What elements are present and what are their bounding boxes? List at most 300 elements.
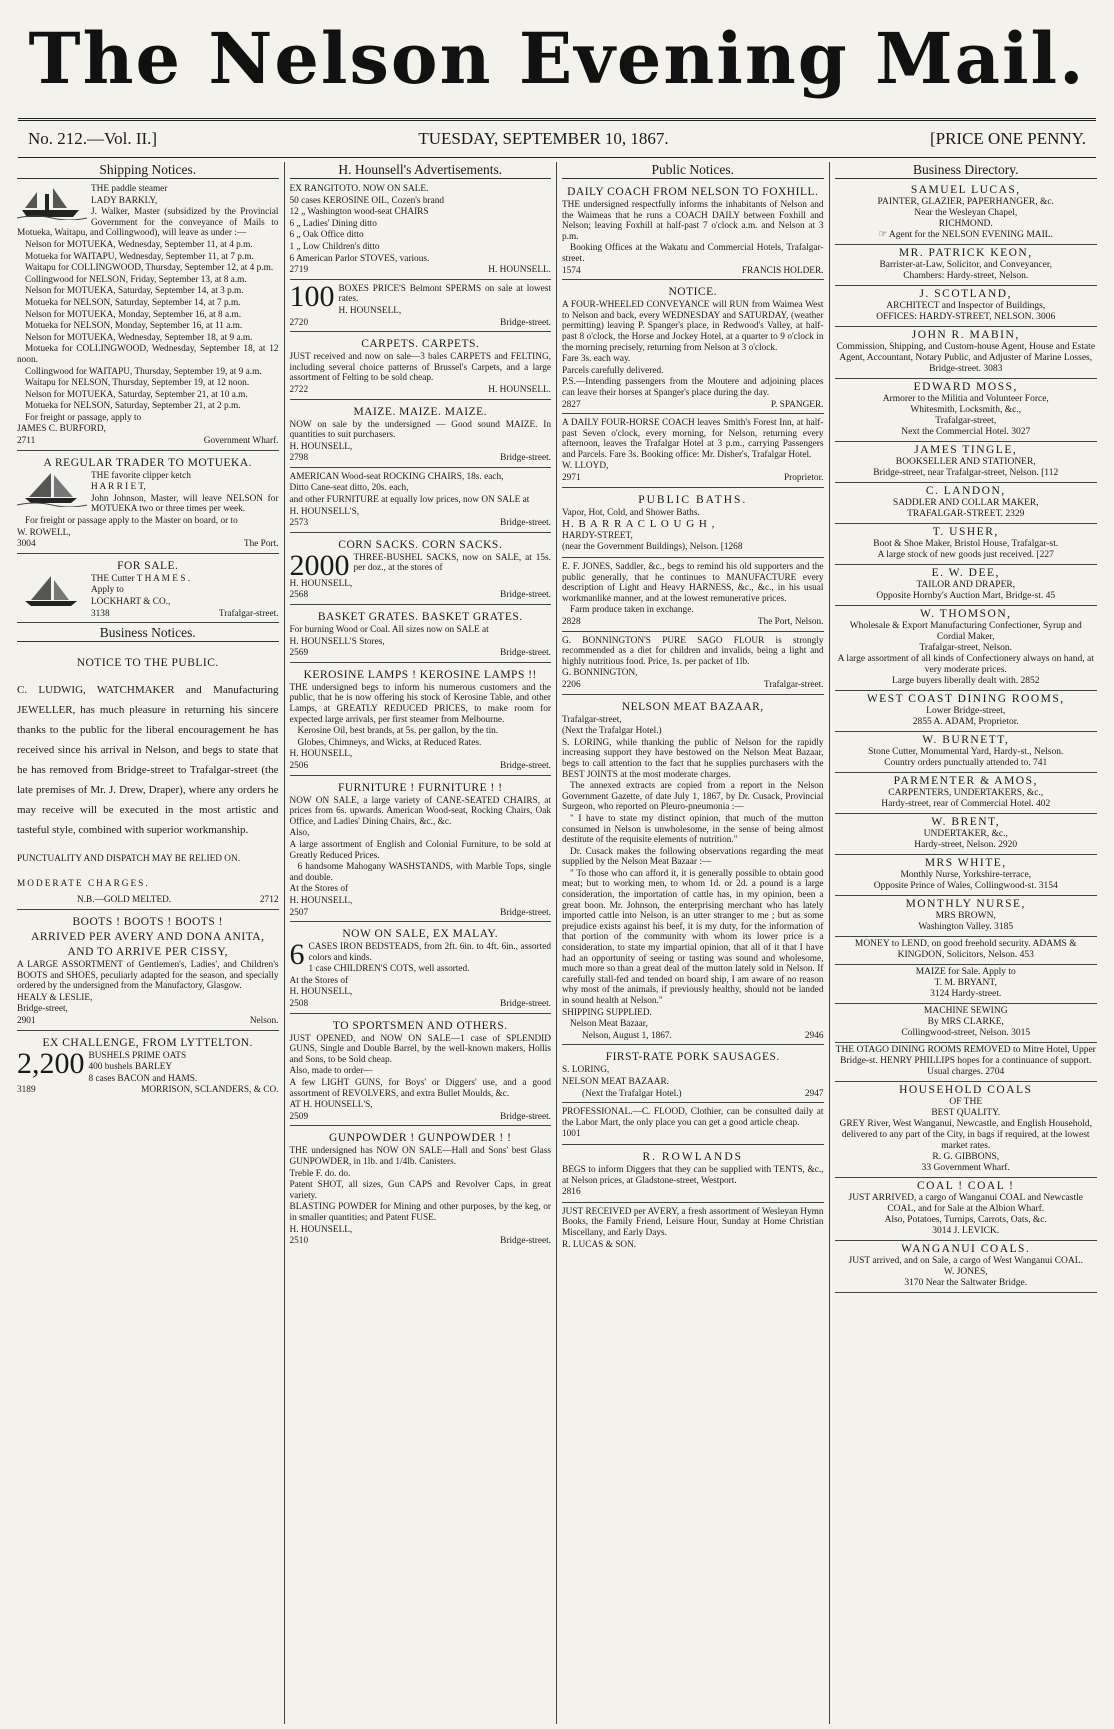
ad-heading: TO SPORTSMEN AND OTHERS.: [332, 1019, 508, 1032]
ad-signature: AT H. HOUNSELL'S,: [289, 1100, 373, 1111]
directory-entry-line: Next the Commercial Hotel. 3027: [901, 427, 1031, 437]
ad-number: 2971: [562, 473, 581, 484]
ad-number: 1574: [562, 265, 581, 276]
ad-text: NOW ON SALE, a large variety of CANE-SEATED CHAIRS, at prices from 6s. upwards. American Wood-seat, Rocking Chairs, Oak Office, and Ladies' Dining Chairs, &c., &c.: [289, 795, 551, 827]
ad-text: For freight or passage apply to the Master on board, or to: [25, 516, 238, 527]
ad-address: The Port.: [243, 539, 279, 550]
ad-lyttelton: [17, 1033, 279, 1099]
directory-entry-line: MONEY to LEND, on good freehold security. ADAMS & KINGDON, Solicitors, Nelson. 453: [854, 939, 1077, 960]
directory-entry-line: Whitesmith, Locksmith, &c.,: [910, 405, 1022, 415]
ad-rangitoto: [290, 182, 552, 280]
ad-number: 2719: [289, 265, 309, 276]
schedule-line: Nelson for MOTUEKA, Wednesday, September 18, at 9 a.m.: [25, 332, 253, 343]
directory-entry-line: 2855 A. ADAM, Proprietor.: [912, 717, 1019, 727]
ad-address: Bridge-street.: [500, 453, 551, 464]
ship-name: LADY BARKLY,: [91, 195, 158, 206]
ship-name: H A R R I E T,: [91, 482, 146, 493]
directory-entry-line: ARCHITECT and Inspector of Buildings,: [886, 301, 1046, 311]
ad-text: Booking Offices at the Wakatu and Commercial Hotels, Trafalgar-street.: [562, 243, 824, 264]
directory-entry: [835, 732, 1098, 773]
directory-entry-line: Large buyers liberally dealt with. 2852: [891, 676, 1040, 686]
directory-entry-line: Near the Wesleyan Chapel,: [914, 208, 1018, 218]
directory-entry-name: WEST COAST DINING ROOMS,: [866, 693, 1065, 705]
ad-heading: EX RANGITOTO. NOW ON SALE.: [289, 184, 429, 194]
ad-text: Treble F. do. do.: [289, 1168, 351, 1179]
schedule-line: Nelson for MOTUEKA, Saturday, September 21, at 10 a.m.: [25, 389, 248, 400]
section-heading: Shipping Notices.: [17, 162, 279, 179]
ad-signature: W. LLOYD,: [562, 461, 609, 472]
directory-entry-line: JUST ARRIVED, a cargo of Wanganui COAL and Newcastle COAL, and for Sale at the Albion Wharf.: [848, 1193, 1083, 1214]
ad-number: 2506: [289, 760, 309, 771]
ad-text: THREE-BUSHEL SACKS, now on SALE, at 15s. per doz., at the stores of: [353, 552, 551, 574]
ad-text: 400 bushels BARLEY: [88, 1062, 173, 1073]
ad-text: Farm produce taken in exchange.: [570, 605, 694, 616]
ad-text: PROFESSIONAL.—C. FLOOD, Clothier, can be consulted daily at the Labor Mart, the only place you can get a good article cheap.: [562, 1107, 824, 1128]
column-1: [12, 162, 285, 1724]
directory-entry-line: Chambers: Hardy-street, Nelson.: [903, 271, 1029, 281]
directory-entry-name: MONTHLY NURSE,: [905, 898, 1026, 910]
ad-number: 2720: [289, 317, 309, 328]
ad-text: At the Stores of: [289, 884, 349, 895]
ad-number: 3189: [17, 1085, 36, 1096]
directory-entry-line: THE OTAGO DINING ROOMS REMOVED to Mitre Hotel, Upper Bridge-st. HENRY PHILLIPS hopes for a continuance of support. Usual charges. 2704: [835, 1045, 1096, 1077]
ad-text: JUST received and now on sale—3 bales CARPETS and FELTING, including several choice patterns of Brussel's Carpets, and a large assortment of Felting to be sold cheap.: [289, 352, 551, 384]
directory-entry-line: R. G. GIBBONS,: [932, 1152, 1000, 1162]
directory-entry-name: W. THOMSON,: [919, 608, 1012, 620]
ad-text: E. F. JONES, Saddler, &c., begs to remind his old supporters and the public generally, that he continues to MANUFACTURE every description of Light and Heavy HARNESS, &c., &c., in his usual workmanlike manner, and at the lowest remunerative prices.: [562, 562, 824, 604]
ad-number: 2828: [562, 617, 581, 627]
ad-daily-coach: [562, 182, 824, 280]
directory-entry-name: COAL ! COAL !: [916, 1180, 1015, 1192]
ad-text: P.S.—Intending passengers from the Moutere and adjoining places can leave their horses at Spanger's place during the day.: [562, 377, 824, 398]
directory-entry-line: 3124 Hardy-street.: [930, 989, 1002, 999]
ad-address: Bridge-street.: [500, 999, 551, 1010]
ad-heading: GUNPOWDER ! GUNPOWDER ! !: [329, 1132, 512, 1145]
ad-heading: NOTICE.: [668, 286, 718, 299]
directory-entry: [835, 1241, 1098, 1293]
ad-four-horse-coach: [562, 416, 824, 488]
directory-entry-line: A large stock of new goods just received. [227: [877, 550, 1054, 560]
directory-entry: [835, 855, 1098, 896]
ad-gunpowder: [290, 1128, 552, 1249]
ad-heading: PUBLIC BATHS.: [638, 493, 748, 506]
cutter-icon: [17, 574, 87, 610]
ad-carpets: [290, 334, 552, 399]
directory-entry: [835, 524, 1098, 565]
directory-entry-line: BEST QUALITY.: [931, 1108, 1001, 1118]
ad-text: 8 cases BACON and HAMS.: [88, 1073, 198, 1084]
directory-entry: [835, 286, 1098, 327]
ad-big-number: 2000: [289, 548, 350, 582]
ad-text: Parcels carefully delivered.: [562, 365, 664, 376]
schedule-line: Motueka for NELSON, Monday, September 16, at 11 a.m.: [25, 321, 243, 332]
directory-entry-name: MR. PATRICK KEON,: [898, 247, 1033, 259]
ad-text: At the Stores of: [289, 975, 349, 986]
ad-heading: NOW ON SALE, EX MALAY.: [342, 928, 499, 941]
newspaper-title: The Nelson Evening Mail.: [28, 17, 1086, 100]
ad-signature: H. HOUNSELL,: [289, 987, 353, 998]
ad-text: A large assortment of English and Colonial Furniture, to be sold at Greatly Reduced Prices.: [289, 839, 551, 861]
section-heading: Business Directory.: [835, 162, 1098, 179]
ad-heading: BOOTS ! BOOTS ! BOOTS !: [72, 915, 223, 928]
directory-entry-line: Bridge-street, near Trafalgar-street, Nelson. [112: [873, 468, 1059, 478]
directory-entry-line: T. M. BRYANT,: [934, 978, 997, 988]
ad-number: 2798: [289, 453, 309, 464]
ad-rocking-chairs: [290, 470, 552, 533]
directory-entry-line: Stone Cutter, Monumental Yard, Hardy-st., Nelson.: [868, 747, 1064, 757]
ad-corn-sacks: [290, 535, 552, 605]
schedule-line: Motueka for COLLINGWOOD, Wednesday, September 18, at 12 noon.: [17, 344, 279, 365]
ad-for-sale: [17, 556, 279, 623]
ad-address: Nelson.: [249, 1015, 279, 1026]
directory-entry-name: W. BURNETT,: [922, 734, 1010, 746]
directory-entry: [835, 773, 1098, 814]
directory-entry-line: Also, Potatoes, Turnips, Carrots, Oats, &c.: [884, 1215, 1047, 1225]
ad-signature: H. B A R R A C L O U G H ,: [562, 518, 716, 531]
ad-text: THE Cutter T H A M E S .: [91, 573, 191, 584]
ad-heading: THE paddle steamer: [91, 184, 168, 194]
ad-text: AMERICAN Wood-seat ROCKING CHAIRS, 18s. each,: [289, 471, 504, 482]
ad-text: THE favorite clipper ketch: [91, 470, 191, 481]
directory-entry-name: W. BRENT,: [931, 816, 1001, 828]
ad-signature: H. HOUNSELL.: [488, 384, 551, 395]
ad-address: Trafalgar-street,: [562, 714, 622, 725]
schedule-line: Collingwood for WAITAPU, Thursday, September 19, at 9 a.m.: [25, 366, 262, 377]
issue-number: No. 212.—Vol. II.]: [28, 129, 158, 148]
directory-entry: [835, 1178, 1098, 1241]
ad-heading: AND TO ARRIVE PER CISSY,: [67, 945, 229, 958]
ad-maize: [290, 402, 552, 468]
ad-text: Ditto Cane-seat ditto, 20s. each,: [289, 483, 409, 494]
ad-lucas: [562, 1205, 824, 1254]
item-line: 1 „ Low Children's ditto: [289, 241, 380, 252]
directory-entry: [835, 182, 1098, 245]
directory-entry-line: W. JONES,: [943, 1267, 988, 1277]
ad-heading: FIRST-RATE PORK SAUSAGES.: [605, 1051, 780, 1064]
directory-entry-line: By MRS CLARKE,: [927, 1017, 1004, 1027]
ad-signature: H. HOUNSELL,: [289, 578, 353, 589]
ad-signature: P. SPANGER.: [770, 399, 824, 410]
ad-text: A FOUR-WHEELED CONVEYANCE will RUN from Waimea West to Nelson and back, every WEDNESDAY and SATURDAY, (weather permitting) leaving P. Spanger's place, in Redwood's Valley, at half-past 8 o'clock, the Horse and Jockey Hotel, at a quarter to 9 o'clock in the morning precisely, returning from Nelson at 3 o'clock.: [562, 300, 824, 353]
directory-entry-line: Commission, Shipping, and Custom-house Agent, House and Estate Agent, Accountant, Notary Public, and Adjuster of Marine Losses,: [836, 342, 1096, 363]
schedule-line: Waitapu for COLLINGWOOD, Thursday, September 12, at 4 p.m.: [25, 263, 274, 274]
ad-text: THE undersigned begs to inform his numerous customers and the public, that he is now offering his stock of Kerosine Table, and other Lamps, at GREATLY REDUCED PRICES, to make room for expected large arrivals, per first steamer from Melbourne.: [289, 682, 551, 725]
steamship-icon: [17, 184, 87, 220]
ad-signature: S. LORING,: [562, 1065, 610, 1076]
ad-text: A DAILY FOUR-HORSE COACH leaves Smith's Forest Inn, at half-past Seven o'clock, every morning, for Nelson, returning every afternoon, leaves the Trafalgar Hotel at 3 p.m., carrying Passengers and Parcels. Fare 3s. Booking office: Mr. Disher's, Trafalgar Hotel.: [562, 418, 824, 460]
directory-entry-line: MAIZE for Sale. Apply to: [915, 967, 1016, 977]
ad-text: BOXES PRICE'S Belmont SPERMS on sale at lowest rates.: [338, 283, 551, 305]
schedule-line: Nelson for MOTUEKA, Monday, September 16, at 8 a.m.: [25, 309, 242, 320]
directory-entry-line: CARPENTERS, UNDERTAKERS, &c.,: [888, 788, 1044, 798]
ad-heading: FURNITURE ! FURNITURE ! !: [337, 781, 503, 794]
ad-text: THE undersigned has NOW ON SALE—Hall and Sons' best Glass GUNPOWDER, in 1lb. and 1/4lb. Canisters.: [289, 1146, 551, 1167]
ad-address: Bridge-street.: [500, 1236, 551, 1247]
directory-entry: [835, 379, 1098, 442]
schedule-line: Motueka for NELSON, Saturday, September 21, at 2 p.m.: [25, 401, 241, 412]
ad-number: 2510: [289, 1236, 309, 1247]
ad-text: CASES IRON BEDSTEADS, from 2ft. 6in. to 4ft. 6in., assorted colors and kinds.: [308, 942, 551, 963]
ad-address: HARDY-STREET,: [562, 530, 633, 541]
directory-entry-line: Trafalgar-street, Nelson.: [919, 643, 1013, 653]
ad-text: S. LORING, while thanking the public of Nelson for the rapidly increasing support they have bestowed on the Nelson Meat Bazaar, begs to call attention to the fact that he supplies purchasers with the BEST JOINTS at the most moderate charges.: [562, 737, 824, 780]
ad-signature: H. HOUNSELL'S Stores,: [289, 636, 385, 647]
directory-entry-line: UNDERTAKER, &c.,: [923, 829, 1008, 839]
ad-signature: H. HOUNSELL.: [488, 265, 551, 276]
ad-address: Bridge-street.: [500, 1111, 551, 1122]
directory-entry-line: ☞ Agent for the NELSON EVENING MAIL.: [878, 230, 1053, 240]
ad-signature: H. HOUNSELL,: [289, 441, 353, 452]
directory-entry-line: GREY River, West Wanganui, Newcastle, and English Household, delivered to any part of the City, in bags if required, at the lowest market rates.: [839, 1119, 1093, 1151]
ad-heading: FOR SALE.: [117, 559, 179, 572]
ad-signature: H. HOUNSELL,: [289, 749, 353, 760]
ad-big-number: 100: [289, 279, 335, 313]
ad-signature: R. LUCAS & SON.: [562, 1239, 637, 1250]
ad-heading: NOTICE TO THE PUBLIC.: [76, 657, 219, 670]
ad-text: and other FURNITURE at equally low prices, now ON SALE at: [289, 495, 530, 506]
ad-number: 2568: [289, 590, 309, 601]
ad-text: " To those who can afford it, it is generally possible to obtain good meat; but to working men, to whom 1d. or 2d. a pound is a large consideration, the importation of cattle has, in my opinion, been a great boon. Mr. Johnson, the enterprising merchant who has lately imported cattle into Nelson, is an utter stranger to me ; but as some prejudice exists against his beef, it is my duty, for the information of that portion of the community with whom its lower price is a consideration, to state my impartial opinion, that all of it that I have had an opportunity of seeing or tasting was sound and wholesome, much more so than a great deal of the mutton lately sold in Nelson. If carefully stall-fed and tended on board ship, I am aware of no reason why most of the animals, if previously healthy, should not be landed in sound health at Nelson.": [562, 868, 824, 1006]
ad-address: NELSON MEAT BAZAAR.: [562, 1076, 670, 1087]
ad-signature: H. HOUNSELL,: [289, 895, 353, 906]
directory-entry-line: Hardy-street, rear of Commercial Hotel. 402: [881, 799, 1051, 809]
ad-address: Bridge-street.: [500, 760, 551, 771]
directory-entry-line: Bridge-street. 3083: [929, 364, 1003, 374]
ketch-icon: [17, 471, 87, 507]
ad-heading: CARPETS. CARPETS.: [361, 338, 480, 351]
ad-sportsmen: [290, 1016, 552, 1127]
ad-text: Globes, Chimneys, and Wicks, at Reduced Rates.: [297, 737, 482, 748]
ad-text: BEGS to inform Diggers that they can be supplied with TENTS, &c., at Nelson prices, at Gladstone-street, Westport.: [562, 1164, 824, 1186]
directory-entry: [835, 896, 1098, 937]
ad-address: Proprietor.: [783, 473, 824, 484]
ad-heading: CORN SACKS. CORN SACKS.: [338, 538, 503, 551]
directory-entry-name: PARMENTER & AMOS,: [893, 775, 1038, 787]
issue-date: TUESDAY, SEPTEMBER 10, 1867.: [418, 129, 669, 148]
directory-entry-line: OFFICES: HARDY-STREET, NELSON. 3006: [876, 312, 1056, 322]
ad-text: NOW on sale by the undersigned — Good sound MAIZE. In quantities to suit purchasers.: [289, 419, 551, 441]
ad-text: 6 handsome Mahogany WASHSTANDS, with Marble Tops, single and double.: [289, 862, 551, 883]
section-heading: Business Notices.: [17, 625, 279, 642]
ad-heading: R. ROWLANDS: [642, 1150, 744, 1163]
section-heading: H. Hounsell's Advertisements.: [290, 162, 552, 179]
ad-number: 2573: [289, 518, 309, 529]
ad-text: The annexed extracts are copied from a report in the Nelson Government Gazette, of date July 1, 1867, by Dr. Cusack, Provincial Surgeon, who reported on Pleuro-pneumonia :—: [562, 781, 824, 813]
ad-text: Also, made to order—: [289, 1066, 373, 1077]
directory-entry-name: SAMUEL LUCAS,: [910, 184, 1021, 196]
ad-number: 2508: [289, 999, 309, 1010]
ad-signature: MORRISON, SCLANDERS, & CO.: [141, 1085, 279, 1096]
directory-entry-line: Opposite Hornby's Auction Mart, Bridge-st. 45: [876, 591, 1056, 601]
directory-entry-line: Collingwood-street, Nelson. 3015: [901, 1028, 1031, 1038]
directory-entry-name: MRS WHITE,: [924, 857, 1007, 869]
item-line: 12 „ Washington wood-seat CHAIRS: [289, 207, 429, 218]
directory-entry-line: Country orders punctually attended to. 741: [884, 758, 1048, 768]
directory-entry-name: WANGANUI COALS.: [901, 1243, 1031, 1255]
ad-number: 2946: [804, 1030, 824, 1041]
ad-signature: LOCKHART & CO.,: [91, 597, 171, 607]
ad-address: (Next the Trafalgar Hotel.): [582, 1088, 682, 1099]
ad-address: Bridge-street.: [500, 590, 551, 601]
ad-sperms: [289, 279, 552, 332]
dateline: [18, 118, 1096, 158]
ad-address: Bridge-street.: [500, 648, 551, 659]
directory-entry-line: OF THE: [949, 1097, 983, 1107]
ad-address: Trafalgar-street.: [218, 608, 279, 619]
ad-flood: [562, 1105, 824, 1145]
ad-text: MODERATE CHARGES.: [17, 878, 150, 889]
ad-text: A LARGE ASSORTMENT of Gentlemen's, Ladies', and Children's BOOTS and SHOES, peculiarly adapted for the season, and specially ordered by the undersigned from the Manufactory, Glasgow.: [17, 959, 279, 992]
directory-entry-name: T. USHER,: [932, 526, 999, 538]
ad-harriet: [17, 453, 279, 554]
directory-entry-line: Wholesale & Export Manufacturing Confectioner, Syrup and Cordial Maker,: [849, 621, 1082, 642]
ad-number: 2569: [289, 648, 309, 659]
ad-pork-sausages: [562, 1047, 824, 1103]
directory-entry: [835, 937, 1098, 965]
directory-entry-line: 3170 Near the Saltwater Bridge.: [904, 1278, 1028, 1288]
ad-address: Bridge-street.: [500, 907, 551, 918]
ad-text: BUSHELS PRIME OATS: [88, 1050, 187, 1061]
schedule-line: For freight or passage, apply to: [25, 412, 142, 423]
ad-number: 2206: [562, 679, 581, 690]
ad-number: 3004: [17, 539, 36, 550]
directory-entry-line: Boot & Shoe Maker, Bristol House, Trafalgar-st.: [873, 539, 1059, 549]
directory-entry-line: JUST arrived, and on Sale, a cargo of West Wanganui COAL.: [848, 1256, 1083, 1266]
ad-text: JUST OPENED, and NOW ON SALE—1 case of SPLENDID GUNS, Single and Double Barrel, by the well-known makers, Hollis and Sons, to be Sold cheap.: [289, 1033, 551, 1065]
ad-number: 2711: [17, 436, 36, 447]
item-line: 6 „ Ladies' Dining ditto: [289, 218, 377, 229]
directory-entry-line: 33 Government Wharf.: [921, 1163, 1010, 1173]
schedule-line: Nelson for MOTUEKA, Wednesday, September 11, at 4 p.m.: [25, 239, 253, 250]
ad-number: 2722: [289, 384, 309, 395]
ad-number: 3138: [91, 608, 110, 619]
ad-address: Bridge-street.: [500, 518, 551, 529]
ad-furniture: [290, 778, 552, 923]
item-line: 50 cases KEROSINE OIL, Cozen's brand: [289, 195, 445, 206]
ad-address: Trafalgar-street.: [763, 679, 824, 690]
ad-lady-barkly: [17, 182, 279, 451]
ad-boots: [17, 912, 279, 1031]
directory-entry-name: JAMES TINGLE,: [914, 444, 1018, 456]
ad-signature: H. HOUNSELL,: [289, 1224, 353, 1235]
directory-entry-line: 3014 J. LEVICK.: [932, 1226, 1000, 1236]
directory-entry: [835, 965, 1098, 1004]
directory-entry-line: TAILOR AND DRAPER,: [916, 580, 1016, 590]
ad-text: John Johnson, Master, will leave NELSON for MOTUEKA two or three times per week.: [91, 493, 279, 515]
schedule-line: Motueka for WAITAPU, Wednesday, September 11, at 7 p.m.: [25, 251, 254, 262]
ad-number: 2509: [289, 1111, 309, 1122]
ad-text: JUST RECEIVED per AVERY, a fresh assortment of Wesleyan Hymn Books, the Family Friend, Leisure Hour, Sunday at Home Christian Miscellany, and Early Days.: [562, 1206, 824, 1238]
ad-text: " I have to state my distinct opinion, that much of the mutton consumed in Nelson is unwholesome, in the sense of being almost destitute of the requisite elements of nutrition.": [562, 813, 824, 846]
ad-number: 2712: [259, 895, 279, 906]
ad-number: 2901: [17, 1015, 36, 1026]
ad-address: Bridge-street.: [500, 317, 551, 328]
ad-text: Patent SHOT, all sizes, Gun CAPS and Revolver Caps, in great variety.: [289, 1180, 551, 1201]
ad-big-number: 6: [289, 938, 305, 972]
ad-number: 2947: [804, 1088, 824, 1099]
directory-entry-line: SADDLER AND COLLAR MAKER,: [892, 498, 1039, 508]
ad-heading: ARRIVED PER AVERY AND DONA ANITA,: [31, 930, 265, 943]
directory-entry: [835, 483, 1098, 524]
ad-text: 1 case CHILDREN'S COTS, well assorted.: [308, 964, 470, 975]
ad-signature: FRANCIS HOLDER.: [741, 265, 824, 276]
ad-heading: EX CHALLENGE, FROM LYTTELTON.: [42, 1036, 253, 1049]
ad-heading: MAIZE. MAIZE. MAIZE.: [353, 405, 488, 418]
ad-text: PUNCTUALITY AND DISPATCH MAY BE RELIED ON.: [17, 854, 241, 865]
directory-entry-line: Washington Valley. 3185: [918, 922, 1014, 932]
ad-basket-grates: [290, 607, 552, 663]
ad-text: BLASTING POWDER for Mining and other purposes, by the keg, or in smaller quantities; and Patent FUSE.: [289, 1202, 551, 1223]
ad-text: SHIPPING SUPPLIED.: [562, 1007, 652, 1018]
ad-text: Kerosine Oil, best brands, at 5s. per gallon, by the tin.: [297, 726, 499, 737]
ad-number: 2827: [562, 399, 581, 410]
directory-entry-name: HOUSEHOLD COALS: [899, 1084, 1033, 1096]
ad-heading: NELSON MEAT BAZAAR,: [621, 700, 764, 713]
ad-ludwig: [17, 645, 279, 910]
ad-kerosine-lamps: [290, 665, 552, 776]
ad-address: Government Wharf.: [203, 436, 279, 447]
columns: [12, 162, 1102, 1724]
schedule-line: Motueka for NELSON, Saturday, September 14, at 7 p.m.: [25, 297, 241, 308]
directory-entry-name: E. W. DEE,: [931, 567, 1000, 579]
directory-entry-line: Monthly Nurse, Yorkshire-terrace,: [900, 870, 1032, 880]
directory-entry-line: Trafalgar-street,: [935, 416, 997, 426]
ad-address: Bridge-street,: [17, 1004, 68, 1015]
masthead: [0, 0, 1114, 118]
directory-entry: [835, 1043, 1098, 1082]
ad-big-number: 2,200: [17, 1046, 85, 1080]
ad-text: Nelson, August 1, 1867.: [582, 1030, 672, 1041]
ad-signature: H. HOUNSELL,: [338, 305, 402, 316]
directory-entry-name: EDWARD MOSS,: [913, 381, 1018, 393]
ad-number: 2507: [289, 907, 309, 918]
section-heading: Public Notices.: [562, 162, 824, 179]
column-2: [285, 162, 558, 1724]
directory-entry-line: Armorer to the Militia and Volunteer Force,: [882, 394, 1049, 404]
ad-text: Apply to: [91, 585, 124, 596]
ad-number: 2816: [562, 1187, 581, 1198]
schedule-line: Collingwood for NELSON, Friday, September 13, at 8 a.m.: [25, 274, 247, 285]
ad-text: Nelson Meat Bazaar,: [570, 1019, 648, 1030]
directory-entry: [835, 1082, 1098, 1178]
ad-signature: HEALY & LESLIE,: [17, 992, 93, 1003]
schedule-line: Waitapu for NELSON, Thursday, September 19, at 12 noon.: [25, 378, 250, 389]
ad-signature: G. BONNINGTON,: [562, 668, 638, 679]
directory-entry: [835, 1004, 1098, 1043]
directory-entry-line: Barrister-at-Law, Solicitor, and Conveyancer,: [879, 260, 1053, 270]
directory-entry-line: BOOKSELLER AND STATIONER,: [895, 457, 1036, 467]
ad-signature: JAMES C. BURFORD,: [17, 424, 106, 435]
directory-entry: [835, 245, 1098, 286]
ad-public-baths: [562, 490, 824, 558]
directory-entry-name: J. SCOTLAND,: [919, 288, 1012, 300]
ad-text: N.B.—GOLD MELTED.: [77, 895, 172, 906]
ad-rowlands: [562, 1147, 824, 1203]
directory-entry-line: Lower Bridge-street,: [926, 706, 1006, 716]
ad-text: A few LIGHT GUNS, for Boys' or Diggers' use, and a good assortment of REVOLVERS, and extra Bullet Moulds, &c.: [289, 1078, 551, 1099]
ad-address: The Port, Nelson.: [757, 617, 824, 627]
column-4: [830, 162, 1103, 1724]
ad-text: For burning Wood or Coal. All sizes now on SALE at: [289, 625, 489, 636]
directory-entry: [835, 691, 1098, 732]
directory-entry-line: MACHINE SEWING: [923, 1006, 1008, 1016]
ad-text: J. Walker, Master (subsidized by the Provincial Government for the conveyance of Mails to Motueka, Waitapu, and Collingwood), will leave as under :—: [17, 207, 279, 239]
item-line: 6 American Parlor STOVES, various.: [289, 253, 430, 264]
directory-entry: [835, 442, 1098, 483]
directory-entry-name: C. LANDON,: [925, 485, 1006, 497]
directory-entry-line: MRS BROWN,: [935, 911, 996, 921]
ad-signature: W. ROWELL,: [17, 527, 71, 538]
